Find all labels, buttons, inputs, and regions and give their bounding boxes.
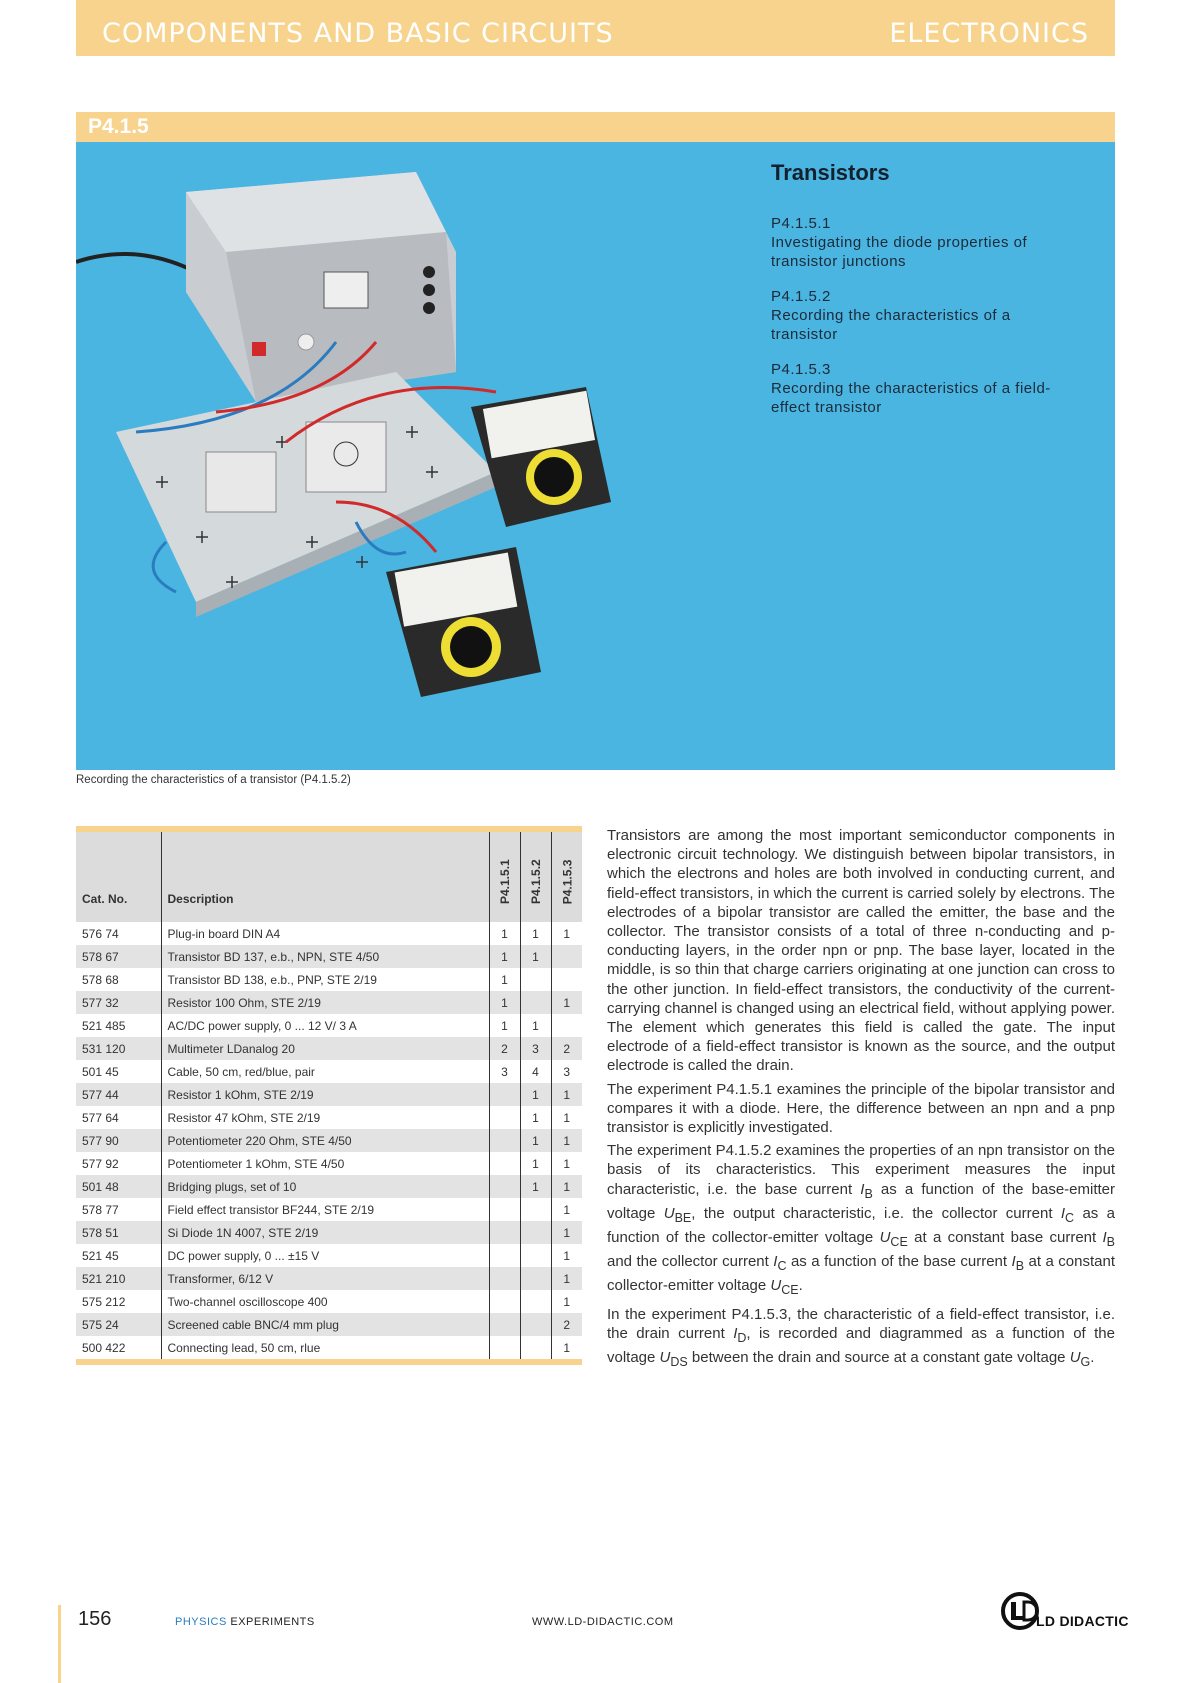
qty-exp-3-cell: 2 — [551, 1037, 582, 1060]
table-row — [76, 1244, 582, 1267]
qty-exp-3-cell — [551, 945, 582, 968]
header-description: Description — [161, 832, 489, 922]
cat-no-cell: 578 77 — [82, 1202, 119, 1217]
description-cell: Transformer, 6/12 V — [161, 1267, 489, 1290]
description-cell: Plug-in board DIN A4 — [161, 922, 489, 945]
table-row — [76, 1198, 582, 1221]
qty-exp-2-cell — [520, 968, 551, 991]
table-bottom-rule — [76, 1359, 582, 1365]
cat-no-cell: 501 45 — [82, 1064, 119, 1079]
qty-exp-1-cell — [489, 1175, 520, 1198]
qty-exp-2-cell — [520, 1244, 551, 1267]
header-exp-1: P4.1.5.1 — [489, 832, 520, 922]
qty-exp-2-cell: 1 — [520, 1106, 551, 1129]
qty-exp-2-cell: 3 — [520, 1037, 551, 1060]
description-cell: Connecting lead, 50 cm, rlue — [161, 1336, 489, 1359]
cat-no-cell: 521 45 — [82, 1248, 119, 1263]
intro-block — [771, 160, 1081, 433]
equipment-table — [76, 826, 582, 1365]
photo-caption: Recording the characteristics of a transistor (P4.1.5.2) — [76, 774, 351, 786]
qty-exp-2-cell: 1 — [520, 922, 551, 945]
table-row — [76, 968, 582, 991]
cat-no-cell: 577 64 — [82, 1110, 119, 1125]
cat-no-cell: 575 212 — [82, 1294, 126, 1309]
cat-no-cell: 578 67 — [82, 949, 119, 964]
qty-exp-2-cell — [520, 1221, 551, 1244]
description-cell: Transistor BD 137, e.b., NPN, STE 4/50 — [161, 945, 489, 968]
qty-exp-1-cell — [489, 1152, 520, 1175]
qty-exp-3-cell: 1 — [551, 1198, 582, 1221]
qty-exp-1-cell — [489, 1198, 520, 1221]
header-subject: ELECTRONICS — [889, 18, 1089, 49]
cat-no-cell: 578 68 — [82, 972, 119, 987]
cat-no-cell: 500 422 — [82, 1340, 126, 1355]
description-cell: Si Diode 1N 4007, STE 2/19 — [161, 1221, 489, 1244]
qty-exp-1-cell — [489, 1267, 520, 1290]
qty-exp-2-cell — [520, 1336, 551, 1359]
qty-exp-2-cell: 1 — [520, 1014, 551, 1037]
experiment-item — [771, 360, 1081, 417]
qty-exp-2-cell: 1 — [520, 1083, 551, 1106]
header-exp-2: P4.1.5.2 — [520, 832, 551, 922]
table-row — [76, 945, 582, 968]
cat-no-cell: 521 485 — [82, 1018, 126, 1033]
table-row — [76, 1083, 582, 1106]
experiment-item — [771, 214, 1081, 271]
qty-exp-3-cell: 1 — [551, 1175, 582, 1198]
table-row — [76, 1175, 582, 1198]
experiment-code: P4.1.5.1 — [771, 215, 831, 232]
footer-url: WWW.LD-DIDACTIC.COM — [532, 1616, 674, 1628]
description-cell: Transistor BD 138, e.b., PNP, STE 2/19 — [161, 968, 489, 991]
qty-exp-3-cell — [551, 968, 582, 991]
description-cell: Bridging plugs, set of 10 — [161, 1175, 489, 1198]
table-row — [76, 1336, 582, 1359]
description-cell: DC power supply, 0 ... ±15 V — [161, 1244, 489, 1267]
section-bar — [76, 112, 1115, 142]
experiment-title: Recording the characteristics of a transistor — [771, 307, 1011, 343]
description-cell: Potentiometer 220 Ohm, STE 4/50 — [161, 1129, 489, 1152]
qty-exp-3-cell: 1 — [551, 922, 582, 945]
qty-exp-1-cell: 1 — [489, 945, 520, 968]
logo-text: LD DIDACTIC — [1036, 1613, 1129, 1629]
cat-no-cell: 577 90 — [82, 1133, 119, 1148]
qty-exp-3-cell: 1 — [551, 1106, 582, 1129]
description-cell: Resistor 47 kOhm, STE 2/19 — [161, 1106, 489, 1129]
description-cell: Screened cable BNC/4 mm plug — [161, 1313, 489, 1336]
description-cell: Field effect transistor BF244, STE 2/19 — [161, 1198, 489, 1221]
description-cell: AC/DC power supply, 0 ... 12 V/ 3 A — [161, 1014, 489, 1037]
table-row — [76, 922, 582, 945]
qty-exp-2-cell — [520, 1290, 551, 1313]
table-header-row — [76, 832, 582, 922]
table-row — [76, 1152, 582, 1175]
description-cell: Two-channel oscilloscope 400 — [161, 1290, 489, 1313]
qty-exp-1-cell: 1 — [489, 991, 520, 1014]
qty-exp-2-cell — [520, 1198, 551, 1221]
qty-exp-3-cell — [551, 1014, 582, 1037]
qty-exp-2-cell — [520, 1313, 551, 1336]
qty-exp-2-cell: 1 — [520, 1175, 551, 1198]
description-cell: Cable, 50 cm, red/blue, pair — [161, 1060, 489, 1083]
page-title: Transistors — [771, 160, 890, 185]
paragraph: In the experiment P4.1.5.3, the characteristic of a field-effect transistor, i.e. the drain current $I_D$, is recorded and diagrammed as a function of the voltage $U_{DS}$ between the drain and source at a constant gate voltage $U_G$. — [607, 1305, 1115, 1370]
header-exp-3: P4.1.5.3 — [551, 832, 582, 922]
qty-exp-2-cell: 1 — [520, 1129, 551, 1152]
paragraph: The experiment P4.1.5.1 examines the principle of the bipolar transistor and compares it with a diode. Here, the difference between an npn and a pnp transistor is explicitly investigated. — [607, 1080, 1115, 1137]
table-row — [76, 1267, 582, 1290]
description-cell: Multimeter LDanalog 20 — [161, 1037, 489, 1060]
qty-exp-3-cell: 1 — [551, 1083, 582, 1106]
qty-exp-3-cell: 1 — [551, 1336, 582, 1359]
description-cell: Resistor 1 kOhm, STE 2/19 — [161, 1083, 489, 1106]
qty-exp-3-cell: 1 — [551, 1129, 582, 1152]
qty-exp-2-cell: 4 — [520, 1060, 551, 1083]
qty-exp-3-cell: 1 — [551, 1152, 582, 1175]
qty-exp-2-cell — [520, 991, 551, 1014]
experiment-panel — [76, 142, 1115, 770]
qty-exp-3-cell: 2 — [551, 1313, 582, 1336]
header-cat-no: Cat. No. — [82, 892, 128, 906]
footer-rule — [58, 1605, 61, 1683]
body-text — [607, 826, 1115, 1376]
qty-exp-3-cell: 3 — [551, 1060, 582, 1083]
experiment-title: Investigating the diode properties of transistor junctions — [771, 234, 1028, 270]
qty-exp-3-cell: 1 — [551, 991, 582, 1014]
qty-exp-1-cell: 1 — [489, 1014, 520, 1037]
table-row — [76, 1060, 582, 1083]
cat-no-cell: 577 44 — [82, 1087, 119, 1102]
qty-exp-1-cell: 3 — [489, 1060, 520, 1083]
page-number: 156 — [78, 1608, 112, 1630]
qty-exp-1-cell — [489, 1336, 520, 1359]
experiment-title: Recording the characteristics of a field-effect transistor — [771, 380, 1051, 416]
table-row — [76, 1290, 582, 1313]
paragraph: Transistors are among the most important semiconductor components in electronic circuit technology. We distinguish between bipolar transistors, in which the electrons and holes are both involved in conducting current, and field-effect transistors, in which the current is carried solely by electrons. The electrodes of a bipolar transistor are called the emitter, the base and the collector. The transistor consists of a total of three n-conducting and p-conducting layers, in the order npn or pnp. The base layer, located in the middle, is so thin that charge carriers originating at one junction can cross to the other junction. In field-effect transistors, the conductivity of the current-carrying channel is changed using an electrical field, without applying power. The element which generates this field is called the gate. The input electrode of a field-effect transistor is known as the source, and the output electrode is called the drain. — [607, 827, 1115, 1075]
qty-exp-3-cell: 1 — [551, 1221, 582, 1244]
cat-no-cell: 578 51 — [82, 1225, 119, 1240]
cat-no-cell: 575 24 — [82, 1317, 119, 1332]
table-row — [76, 1129, 582, 1152]
qty-exp-1-cell: 2 — [489, 1037, 520, 1060]
section-code: P4.1.5 — [88, 115, 149, 138]
apparatus-photo — [76, 142, 676, 770]
header-band — [76, 0, 1115, 56]
table-row — [76, 991, 582, 1014]
cat-no-cell: 577 32 — [82, 995, 119, 1010]
experiment-code: P4.1.5.3 — [771, 361, 831, 378]
qty-exp-1-cell — [489, 1244, 520, 1267]
cat-no-cell: 531 120 — [82, 1041, 126, 1056]
qty-exp-1-cell: 1 — [489, 922, 520, 945]
footer-series: PHYSICS EXPERIMENTS — [175, 1616, 315, 1628]
cat-no-cell: 576 74 — [82, 926, 119, 941]
description-cell: Potentiometer 1 kOhm, STE 4/50 — [161, 1152, 489, 1175]
table-row — [76, 1014, 582, 1037]
qty-exp-3-cell: 1 — [551, 1267, 582, 1290]
qty-exp-1-cell — [489, 1083, 520, 1106]
table-row — [76, 1221, 582, 1244]
qty-exp-1-cell — [489, 1129, 520, 1152]
qty-exp-3-cell: 1 — [551, 1244, 582, 1267]
experiment-code: P4.1.5.2 — [771, 288, 831, 305]
qty-exp-1-cell — [489, 1221, 520, 1244]
qty-exp-3-cell: 1 — [551, 1290, 582, 1313]
description-cell: Resistor 100 Ohm, STE 2/19 — [161, 991, 489, 1014]
qty-exp-2-cell: 1 — [520, 945, 551, 968]
experiment-item — [771, 287, 1081, 344]
qty-exp-1-cell — [489, 1106, 520, 1129]
cat-no-cell: 577 92 — [82, 1156, 119, 1171]
qty-exp-2-cell: 1 — [520, 1152, 551, 1175]
paragraph: The experiment P4.1.5.2 examines the properties of an npn transistor on the basis of its characteristics. This experiment measures the input characteristic, i.e. the base current $I_B$ as a function of the base-emitter voltage $U_{BE}$, the output characteristic, i.e. the collector current $I_C$ as a function of the collector-emitter voltage $U_{CE}$ at a constant base current $I_B$ and the collector current $I_C$ as a function of the base current $I_B$ at a constant collector-emitter voltage $U_{CE}$. — [607, 1142, 1116, 1298]
table-row — [76, 1313, 582, 1336]
cat-no-cell: 521 210 — [82, 1271, 126, 1286]
table-row — [76, 1106, 582, 1129]
header-category: COMPONENTS AND BASIC CIRCUITS — [102, 18, 614, 49]
qty-exp-1-cell — [489, 1313, 520, 1336]
qty-exp-1-cell — [489, 1290, 520, 1313]
table-row — [76, 1037, 582, 1060]
qty-exp-2-cell — [520, 1267, 551, 1290]
cat-no-cell: 501 48 — [82, 1179, 119, 1194]
qty-exp-1-cell: 1 — [489, 968, 520, 991]
